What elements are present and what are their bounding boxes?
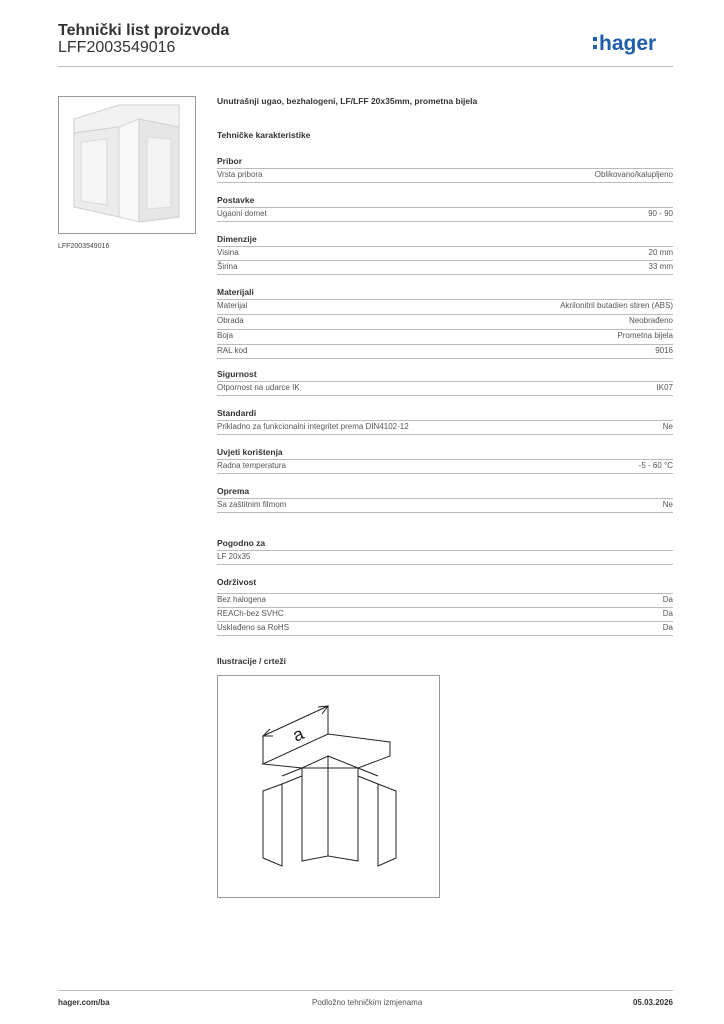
- table-row: [217, 344, 673, 358]
- divider: [217, 358, 673, 359]
- row-value: Akrilonitril butadien stiren (ABS): [560, 301, 673, 310]
- header-divider: [58, 66, 673, 67]
- section-title: Ilustracije / crteži: [217, 656, 286, 666]
- row-value: -5 - 60 °C: [638, 461, 673, 470]
- section-title: Materijali: [217, 287, 254, 297]
- table-row: [217, 299, 673, 313]
- divider: [217, 182, 673, 183]
- row-label: Usklađeno sa RoHS: [217, 623, 290, 632]
- row-label: REACh-bez SVHC: [217, 609, 284, 618]
- row-label: Otpornost na udarce IK: [217, 383, 300, 392]
- section-title: Pribor: [217, 156, 243, 166]
- row-value: Da: [662, 595, 673, 604]
- divider: [217, 635, 673, 636]
- row-label: Vrsta pribora: [217, 170, 263, 179]
- table-row: [217, 168, 673, 182]
- row-value: Oblikovano/kalupljeno: [594, 170, 673, 179]
- technical-drawing: [217, 675, 440, 898]
- page-title: Tehnički list proizvoda: [58, 22, 230, 39]
- divider: [217, 274, 673, 275]
- divider: [217, 434, 673, 435]
- characteristics-title: Tehničke karakteristike: [217, 130, 311, 140]
- row-label: Boja: [217, 331, 234, 340]
- row-label: Bez halogena: [217, 595, 266, 604]
- row-value: Prometna bijela: [617, 331, 673, 340]
- row-value: Da: [662, 623, 673, 632]
- row-label: Širina: [217, 262, 238, 271]
- divider: [217, 512, 673, 513]
- row-value: 9016: [655, 346, 673, 355]
- row-value: 33 mm: [648, 262, 673, 271]
- row-value: Ne: [662, 422, 673, 431]
- table-row: [217, 420, 673, 434]
- product-image: [58, 96, 196, 234]
- row-value: Neobrađeno: [628, 316, 673, 325]
- row-value: Ne: [662, 500, 673, 509]
- row-value: 90 - 90: [648, 209, 673, 218]
- divider: [217, 564, 673, 565]
- row-label: Materijal: [217, 301, 248, 310]
- row-label: Obrada: [217, 316, 244, 325]
- table-row: [217, 607, 673, 621]
- footer-divider: [58, 990, 673, 991]
- product-code-header: LFF2003549016: [58, 39, 176, 56]
- row-label: LF 20x35: [217, 552, 251, 561]
- table-row: [217, 260, 673, 274]
- section-title: Oprema: [217, 486, 250, 496]
- footer-date: 05.03.2026: [632, 998, 673, 1007]
- section-title: Standardi: [217, 408, 257, 418]
- table-row: [217, 459, 673, 473]
- section-title: Sigurnost: [217, 369, 257, 379]
- table-row: [217, 593, 673, 607]
- row-label: Radna temperatura: [217, 461, 286, 470]
- svg-text:hager: hager: [599, 32, 657, 55]
- table-row: [217, 329, 673, 343]
- row-value: Da: [662, 609, 673, 618]
- row-label: RAL kod: [217, 346, 248, 355]
- row-label: Prikladno za funkcionalni integritet prema DIN4102-12: [217, 422, 409, 431]
- section-title: Dimenzije: [217, 234, 257, 244]
- product-image-caption: LFF2003549016: [58, 243, 110, 250]
- dimension-label: a: [289, 723, 307, 746]
- footer-website[interactable]: hager.com/ba: [58, 998, 110, 1007]
- table-row: [217, 246, 673, 260]
- divider: [217, 395, 673, 396]
- section-title: Pogodno za: [217, 538, 266, 548]
- divider: [217, 473, 673, 474]
- section-title: Postavke: [217, 195, 255, 205]
- section-title: Održivost: [217, 577, 257, 587]
- footer-note: Podložno tehničkim izmjenama: [312, 998, 423, 1007]
- table-row: [217, 314, 673, 328]
- table-row: [217, 207, 673, 221]
- row-label: Sa zaštitnim filmom: [217, 500, 287, 509]
- divider: [217, 221, 673, 222]
- row-value: IK07: [656, 383, 673, 392]
- table-row: [217, 621, 673, 635]
- table-row: [217, 381, 673, 395]
- hager-logo: [593, 28, 675, 58]
- product-title: Unutrašnji ugao, bezhalogeni, LF/LFF 20x35mm, prometna bijela: [217, 96, 478, 106]
- row-label: Visina: [217, 248, 239, 257]
- row-value: 20 mm: [648, 248, 673, 257]
- table-row: [217, 550, 673, 564]
- table-row: [217, 498, 673, 512]
- section-title: Uvjeti korištenja: [217, 447, 283, 457]
- row-label: Ugaoni domet: [217, 209, 267, 218]
